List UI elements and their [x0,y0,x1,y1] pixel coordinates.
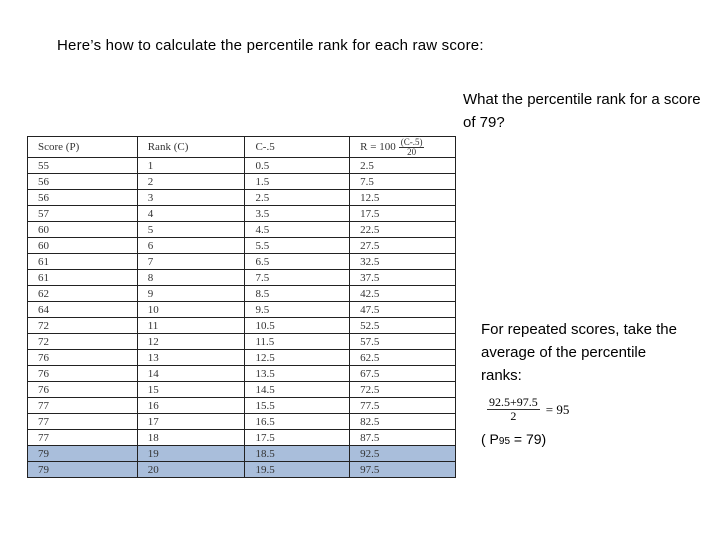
table-row [28,414,456,430]
header-c-half: C-.5 [245,137,350,158]
cell-percentile: 87.5 [350,430,456,446]
cell-percentile: 47.5 [350,302,456,318]
cell-c-half: 13.5 [245,366,350,382]
table-row [28,190,456,206]
cell-rank: 11 [137,318,245,334]
cell-percentile: 52.5 [350,318,456,334]
cell-score: 72 [28,318,138,334]
header-percentile-formula [350,137,456,158]
cell-c-half: 7.5 [245,270,350,286]
table-row [28,318,456,334]
cell-percentile: 97.5 [350,462,456,478]
formula-numerator: (C-.5) [400,136,423,147]
cell-percentile: 27.5 [350,238,456,254]
table-row [28,286,456,302]
cell-percentile: 2.5 [350,158,456,174]
cell-percentile: 37.5 [350,270,456,286]
cell-rank: 5 [137,222,245,238]
cell-score: 55 [28,158,138,174]
cell-score: 62 [28,286,138,302]
cell-rank: 8 [137,270,245,286]
table-row [28,430,456,446]
cell-score: 79 [28,446,138,462]
cell-c-half: 6.5 [245,254,350,270]
cell-percentile: 17.5 [350,206,456,222]
cell-rank: 9 [137,286,245,302]
cell-score: 79 [28,462,138,478]
cell-rank: 3 [137,190,245,206]
cell-score: 56 [28,174,138,190]
page-heading: Here’s how to calculate the percentile rank for each raw score: [57,37,484,54]
table-row [28,334,456,350]
cell-c-half: 15.5 [245,398,350,414]
cell-score: 76 [28,382,138,398]
cell-score: 60 [28,238,138,254]
cell-percentile: 92.5 [350,446,456,462]
table-header-row [28,137,456,158]
cell-rank: 13 [137,350,245,366]
cell-c-half: 2.5 [245,190,350,206]
cell-c-half: 0.5 [245,158,350,174]
table-row [28,270,456,286]
percentile-table [27,136,456,476]
table-row [28,238,456,254]
cell-score: 76 [28,366,138,382]
cell-rank: 17 [137,414,245,430]
result-text [481,431,546,447]
cell-score: 72 [28,334,138,350]
table-row [28,206,456,222]
table-row [28,382,456,398]
formula-prefix: R = 100 [360,141,396,153]
table-row [28,398,456,414]
cell-c-half: 14.5 [245,382,350,398]
average-equation [487,396,569,423]
cell-percentile: 12.5 [350,190,456,206]
cell-score: 77 [28,398,138,414]
cell-rank: 15 [137,382,245,398]
cell-c-half: 9.5 [245,302,350,318]
cell-percentile: 67.5 [350,366,456,382]
table-row [28,302,456,318]
cell-rank: 10 [137,302,245,318]
cell-score: 57 [28,206,138,222]
cell-percentile: 62.5 [350,350,456,366]
equation-result: = 95 [545,401,570,417]
formula-fraction [399,138,425,157]
cell-c-half: 19.5 [245,462,350,478]
cell-c-half: 1.5 [245,174,350,190]
equation-denominator: 2 [510,409,517,423]
cell-c-half: 18.5 [245,446,350,462]
table-row [28,366,456,382]
cell-score: 61 [28,254,138,270]
cell-c-half: 8.5 [245,286,350,302]
table-row [28,174,456,190]
cell-rank: 16 [137,398,245,414]
table-row [28,446,456,462]
cell-percentile: 7.5 [350,174,456,190]
cell-c-half: 4.5 [245,222,350,238]
table-row [28,158,456,174]
question-text: What the percentile rank for a score of 79? [463,91,701,131]
cell-percentile: 42.5 [350,286,456,302]
result-subscript: 95 [498,436,511,447]
cell-score: 60 [28,222,138,238]
table-row [28,350,456,366]
result-close: = 79) [510,431,547,447]
cell-percentile: 77.5 [350,398,456,414]
table-row [28,462,456,478]
header-rank: Rank (C) [137,137,245,158]
table-row [28,254,456,270]
cell-c-half: 12.5 [245,350,350,366]
cell-percentile: 72.5 [350,382,456,398]
formula-denominator: 20 [407,146,417,157]
cell-c-half: 11.5 [245,334,350,350]
cell-rank: 7 [137,254,245,270]
cell-rank: 12 [137,334,245,350]
cell-percentile: 82.5 [350,414,456,430]
cell-c-half: 16.5 [245,414,350,430]
cell-percentile: 32.5 [350,254,456,270]
cell-score: 61 [28,270,138,286]
cell-score: 76 [28,350,138,366]
cell-c-half: 10.5 [245,318,350,334]
cell-score: 56 [28,190,138,206]
cell-rank: 6 [137,238,245,254]
repeated-scores-note: For repeated scores, take the average of the percentile ranks: [481,321,677,384]
cell-c-half: 5.5 [245,238,350,254]
cell-percentile: 22.5 [350,222,456,238]
cell-rank: 19 [137,446,245,462]
result-open: ( P [481,431,499,447]
cell-rank: 14 [137,366,245,382]
cell-c-half: 17.5 [245,430,350,446]
cell-rank: 1 [137,158,245,174]
cell-score: 77 [28,414,138,430]
cell-rank: 4 [137,206,245,222]
equation-fraction [487,396,540,423]
cell-score: 77 [28,430,138,446]
header-score: Score (P) [28,137,138,158]
cell-c-half: 3.5 [245,206,350,222]
equation-numerator: 92.5+97.5 [489,395,538,409]
cell-rank: 18 [137,430,245,446]
table-row [28,222,456,238]
cell-percentile: 57.5 [350,334,456,350]
cell-score: 64 [28,302,138,318]
cell-rank: 2 [137,174,245,190]
cell-rank: 20 [137,462,245,478]
